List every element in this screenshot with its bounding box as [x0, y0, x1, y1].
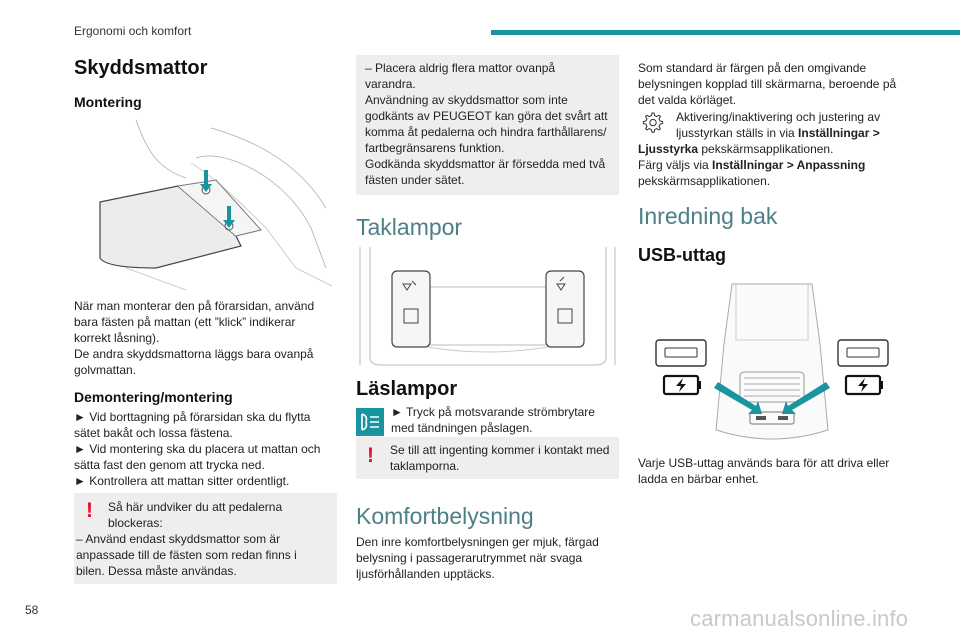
warning-box-lamps: ! Se till att ingenting kommer i kontakt med taklamporna.	[356, 437, 619, 479]
settings-path-customize: Inställningar > Anpassning	[712, 158, 866, 172]
montering-text: När man monterar den på förarsidan, använd bara fästen på mattan (ett ”klick” indikerar korrekt låsning). De andra skyddsmattorna läggs bara ovanpå golvmattan.	[74, 299, 315, 377]
heading-demontering: Demontering/montering	[74, 389, 233, 405]
demontering-text: ► Vid borttagning på förarsidan ska du flytta sätet bakåt och lossa fästena. ► Vid montering ska du placera ut mattan och sätta fast den genom att trycka ned. ► Kontrollera att mattan sitter ordentligt.	[74, 410, 321, 488]
settings-text-line2: ljusstyrkan ställs in via Inställningar >	[676, 126, 880, 140]
mat-info-box: – Placera aldrig flera mattor ovanpå varandra. Användning av skyddsmattor som inte godkänts av PEUGEOT kan göra det svårt att komma åt pedalerna och hindra farthållarens/ fartbegränsarens funktion. Godkända skyddsmattor är försedda med två fästen under sätet.	[356, 55, 619, 195]
settings-text-line3: Ljusstyrka pekskärmsapplikationen.	[638, 142, 834, 156]
ceiling-lamp-illustration	[356, 247, 619, 369]
komfort-text: Den inre komfortbelysningen ger mjuk, färgad belysning i passagerarutrymmet när svaga ljusförhållanden upptäcks.	[356, 535, 599, 581]
heading-taklampor: Taklampor	[356, 214, 463, 240]
heading-komfortbelysning: Komfortbelysning	[356, 503, 534, 529]
reading-light-icon	[356, 408, 384, 436]
usb-text: Varje USB-uttag används bara för att driva eller ladda en bärbar enhet.	[638, 456, 890, 486]
running-header: Ergonomi och komfort	[74, 24, 192, 38]
ambient-light-text: Som standard är färgen på den omgivande belysningen kopplad till skärmarna, beroende på det valda körläget.	[638, 61, 897, 107]
heading-inredning-bak: Inredning bak	[638, 203, 778, 229]
page-number: 58	[25, 603, 39, 617]
site-watermark: carmanualsonline.info	[690, 606, 909, 631]
header-accent-bar	[491, 30, 960, 35]
laslampor-text: ► Tryck på motsvarande strömbrytare med tändningen påslagen.	[391, 405, 595, 435]
settings-text-line1: Aktivering/inaktivering och justering av	[676, 110, 881, 124]
heading-montering: Montering	[74, 94, 142, 110]
settings-path-brightness: Inställningar >	[798, 126, 880, 140]
rear-usb-illustration	[652, 280, 892, 448]
warning-icon: !	[86, 499, 93, 522]
warning-icon: !	[367, 444, 374, 467]
floor-mat-illustration	[96, 118, 336, 290]
section-title-skyddsmattor: Skyddsmattor	[74, 57, 208, 79]
settings-text-line5: pekskärmsapplikationen.	[638, 174, 771, 188]
settings-text-line4: Färg väljs via Inställningar > Anpassning	[638, 158, 866, 172]
heading-laslampor: Läslampor	[356, 378, 458, 400]
heading-usb-uttag: USB-uttag	[638, 245, 726, 265]
settings-gear-icon	[640, 110, 664, 134]
warning-box-pedals: ! Så här undviker du att pedalerna blockeras: – Använd endast skyddsmattor som är anpassade till de fästen som redan finns i bilen. Dessa måste användas.	[74, 493, 337, 584]
